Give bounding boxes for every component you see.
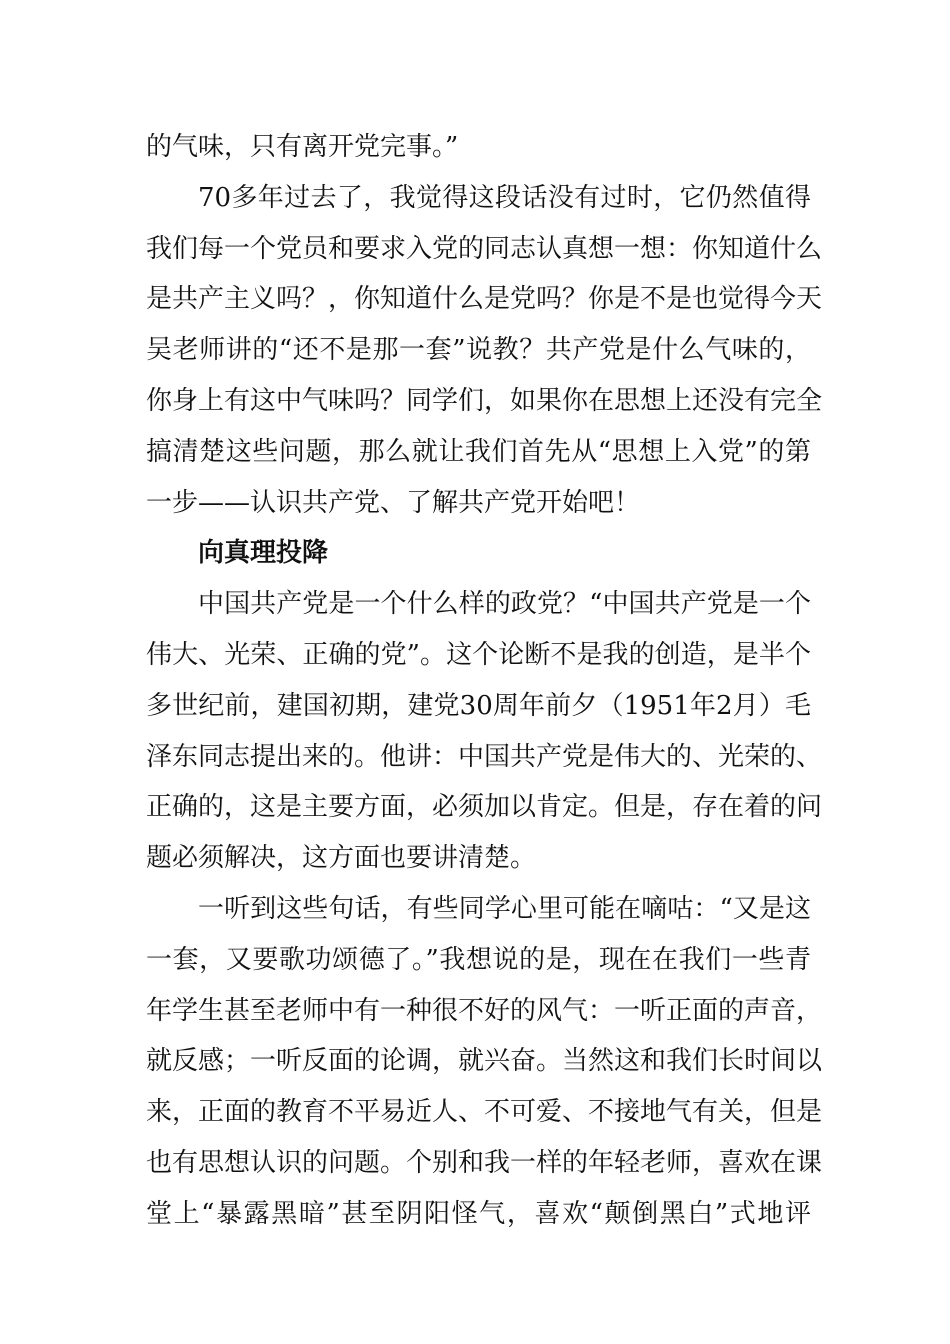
text-line: 你身上有这中气味吗？同学们，如果你在思想上还没有完全 bbox=[146, 385, 823, 416]
text-line: 70多年过去了，我觉得这段话没有过时，它仍然值得 bbox=[198, 182, 811, 213]
text-line: 我们每一个党员和要求入党的同志认真想一想：你知道什么 bbox=[146, 233, 823, 264]
text-line: 题必须解决，这方面也要讲清楚。 bbox=[146, 843, 537, 874]
text-line: 中国共产党是一个什么样的政党？“中国共产党是一个 bbox=[198, 589, 811, 620]
text-line: 伟大、光荣、正确的党”。这个论断不是我的创造，是半个 bbox=[146, 639, 811, 670]
text-line: 也有思想认识的问题。个别和我一样的年轻老师，喜欢在课 bbox=[146, 1147, 823, 1178]
text-line: 一套，又要歌功颂德了。”我想说的是，现在在我们一些青 bbox=[146, 944, 811, 975]
text-line: 一步——认识共产党、了解共产党开始吧！ bbox=[146, 487, 641, 518]
text-line: 来，正面的教育不平易近人、不可爱、不接地气有关，但是 bbox=[146, 1097, 823, 1128]
text-line: 吴老师讲的“还不是那一套”说教？共产党是什么气味的， bbox=[146, 335, 811, 366]
text-line: 正确的，这是主要方面，必须加以肯定。但是，存在着的问 bbox=[146, 792, 823, 823]
text-line: 泽东同志提出来的。他讲：中国共产党是伟大的、光荣的、 bbox=[146, 741, 823, 772]
text-line: 年学生甚至老师中有一种很不好的风气：一听正面的声音， bbox=[146, 995, 823, 1026]
document-text bbox=[146, 122, 823, 1240]
text-line: 的气味，只有离开党完事。” bbox=[146, 132, 459, 162]
text-line: 堂上“暴露黑暗”甚至阴阳怪气，喜欢“颠倒黑白”式地评 bbox=[146, 1198, 811, 1229]
text-line: 多世纪前，建国初期，建党30周年前夕（1951年2月）毛 bbox=[146, 690, 811, 721]
text-line: 是共产主义吗？，你知道什么是党吗？你是不是也觉得今天 bbox=[146, 284, 823, 315]
text-line: 一听到这些句话，有些同学心里可能在嘀咕：“又是这 bbox=[198, 893, 811, 924]
section-heading: 向真理投降 bbox=[198, 538, 329, 569]
text-line: 搞清楚这些问题，那么就让我们首先从“思想上入党”的第 bbox=[146, 436, 811, 467]
text-line: 就反感；一听反面的论调，就兴奋。当然这和我们长时间以 bbox=[146, 1046, 823, 1077]
